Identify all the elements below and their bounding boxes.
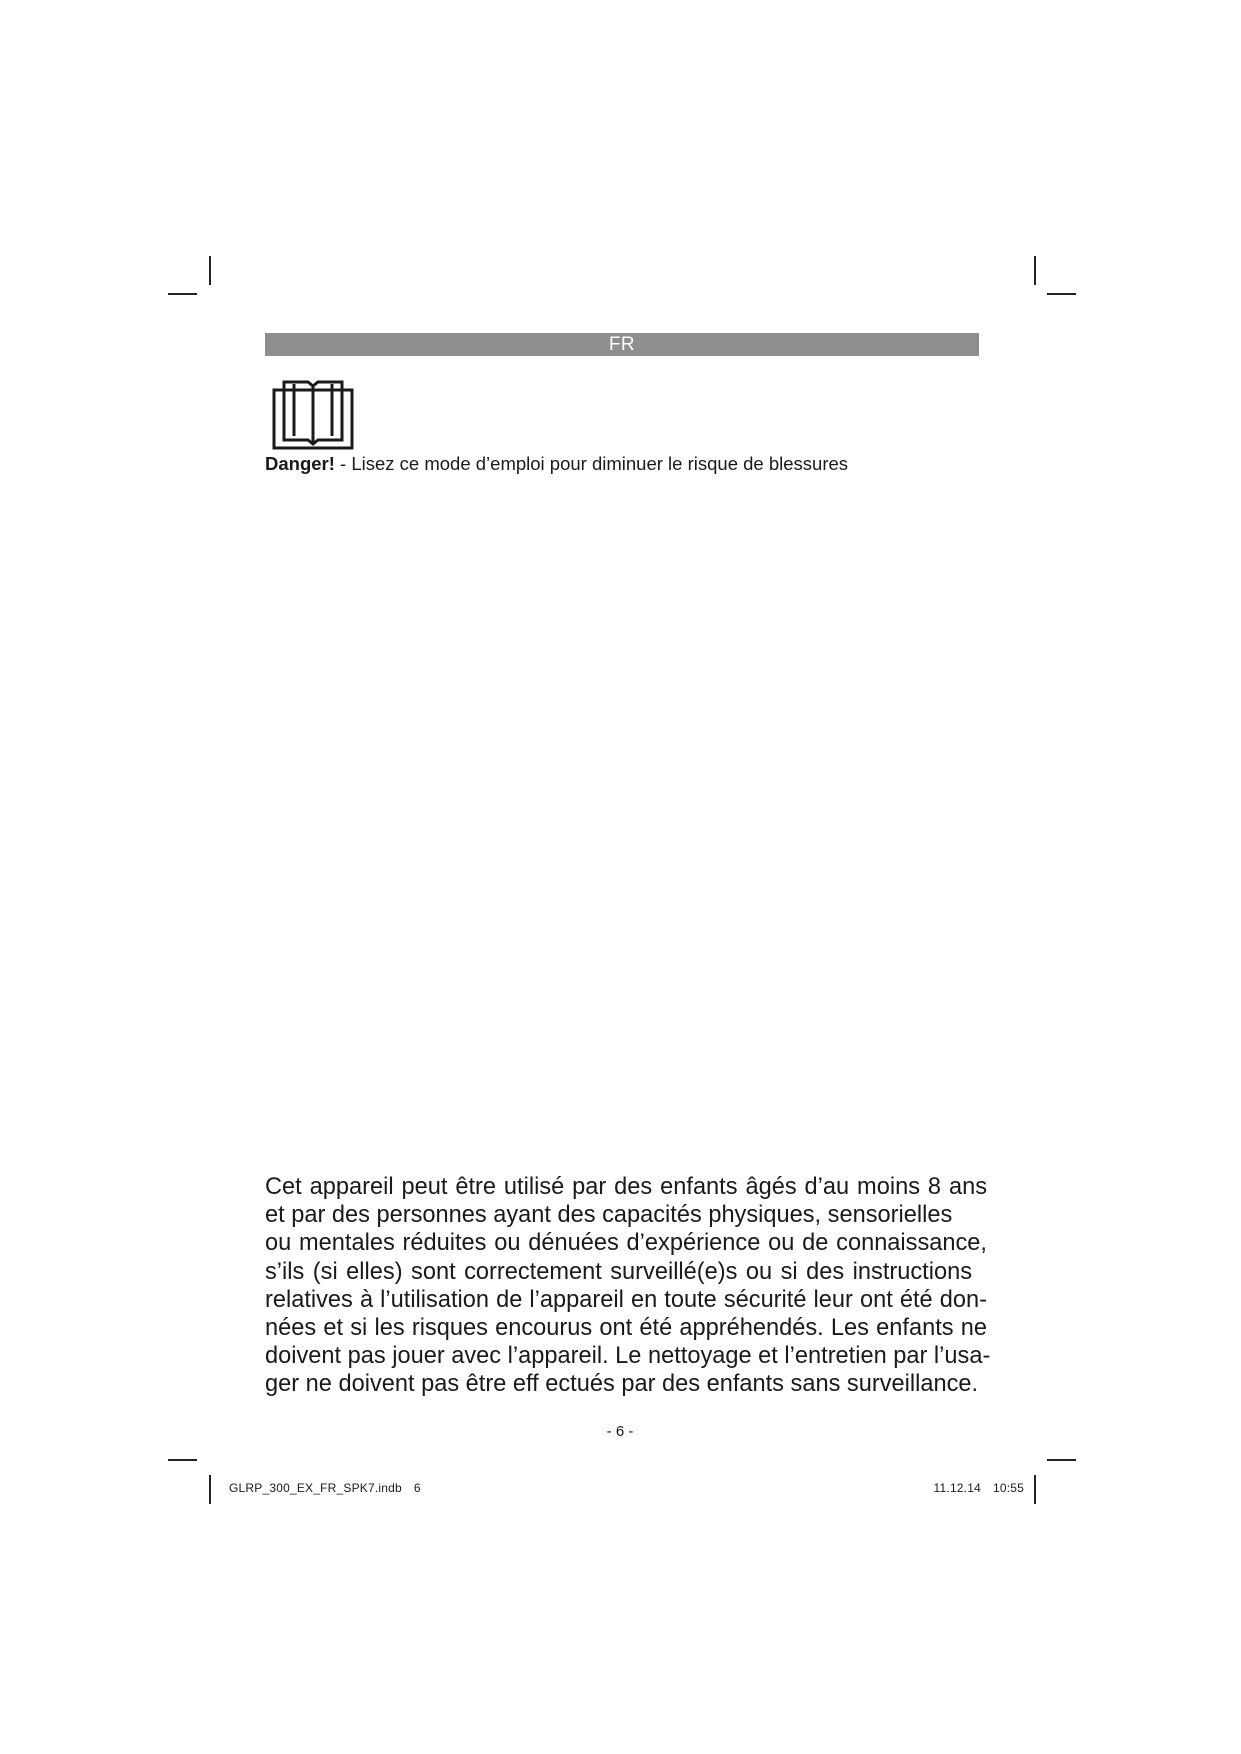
danger-label: Danger! [265, 453, 335, 474]
footer-timestamp [900, 1481, 1024, 1495]
paragraph-line: ou mentales réduites ou dénuées d’expérience ou de connaissance, [265, 1230, 987, 1257]
crop-mark-bottom-right-vertical [1034, 1475, 1036, 1504]
danger-warning [265, 452, 1065, 476]
page-number: - 6 - [606, 1423, 634, 1440]
crop-mark-bottom-right-horizontal [1047, 1459, 1076, 1461]
danger-text: - Lisez ce mode d’emploi pour diminuer le risque de blessures [334, 453, 849, 474]
paragraph-line: Cet appareil peut être utilisé par des enfants âgés d’au moins 8 ans [265, 1174, 987, 1200]
language-label: FR [608, 334, 636, 355]
footer-date: 11.12.14 [933, 1481, 981, 1495]
paragraph-line: relatives à l’utilisation de l’appareil en toute sécurité leur ont été don- [265, 1286, 987, 1313]
crop-mark-top-left-horizontal [168, 293, 197, 295]
crop-mark-top-left-vertical [209, 256, 211, 285]
footer-file-name: GLRP_300_EX_FR_SPK7.indb [229, 1481, 402, 1495]
open-book-icon [272, 380, 354, 450]
paragraph-line: et par des personnes ayant des capacités physiques, sensorielles [265, 1202, 953, 1229]
crop-mark-bottom-left-horizontal [168, 1459, 197, 1461]
crop-mark-top-right-horizontal [1047, 293, 1076, 295]
paragraph-line: s’ils (si elles) sont correctement surveillé(e)s ou si des instructions [265, 1258, 972, 1285]
paragraph-line: nées et si les risques encourus ont été appréhendés. Les enfants ne [265, 1315, 987, 1342]
crop-mark-bottom-left-vertical [209, 1475, 211, 1504]
crop-mark-top-right-vertical [1034, 256, 1036, 285]
footer-file-info [229, 1481, 421, 1495]
paragraph-line: ger ne doivent pas être eff ectués par des enfants sans surveillance. [265, 1371, 979, 1398]
language-header-bar [265, 333, 979, 356]
footer-time: 10:55 [992, 1481, 1024, 1495]
footer-page: 6 [413, 1481, 421, 1495]
safety-paragraph [265, 1173, 991, 1399]
paragraph-line: doivent pas jouer avec l’appareil. Le nettoyage et l’entretien par l’usa- [265, 1343, 991, 1370]
